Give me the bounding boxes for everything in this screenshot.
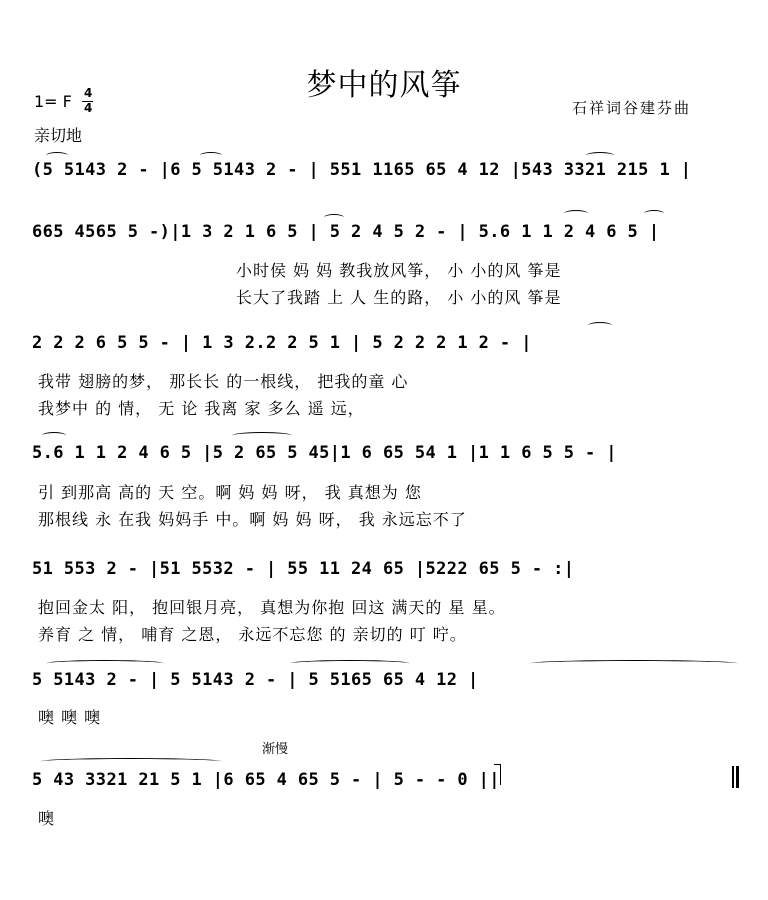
composer-credit: 石祥词谷建芬曲 [572, 99, 692, 117]
slur-mark [588, 322, 612, 329]
notation-line-4: 5.6 1 1 2 4 6 5 |5 2 65 5 45|1 6 65 54 1 |1 1 6 5 5 - | [32, 443, 617, 463]
slur-mark [46, 660, 164, 667]
notation-line-6: 5 5143 2 - | 5 5143 2 - | 5 5165 65 4 12 | [32, 670, 479, 690]
notation-line-1: (5 5143 2 - |6 5 5143 2 - | 551 1165 65 4 12 |543 3321 215 1 | [32, 160, 692, 180]
slur-mark [232, 432, 292, 439]
slur-mark [586, 152, 614, 159]
notation-line-7: 5 43 3321 21 5 1 |6 65 4 65 5 - | 5 - - 0 || [32, 770, 500, 790]
key-signature: 1= F [34, 92, 72, 111]
lyric-line-3b: 我梦中 的 情， 无 论 我离 家 多么 遥 远， [38, 399, 365, 418]
tempo-marking: 亲切地 [34, 126, 83, 145]
ending-bracket [494, 764, 501, 785]
slur-mark [324, 214, 344, 221]
lyric-line-2b: 长大了我踏 上 人 生的路， 小 小的风 筝是 [236, 288, 562, 307]
final-barline-thick [736, 766, 739, 788]
lyric-line-4b: 那根线 永 在我 妈妈手 中。啊 妈 妈 呀， 我 永远忘不了 [38, 510, 467, 529]
song-title: 梦中的风筝 [306, 68, 462, 103]
slur-mark [644, 210, 664, 217]
lyric-line-3a: 我带 翅膀的梦， 那长长 的一根线， 把我的童 心 [38, 372, 409, 391]
lyric-line-5a: 抱回金太 阳， 抱回银月亮， 真想为你抱 回这 满天的 星 星。 [38, 598, 506, 617]
slur-mark [564, 210, 588, 217]
lyric-line-5b: 养育 之 情， 哺育 之恩， 永远不忘您 的 亲切的 叮 咛。 [38, 625, 467, 644]
slur-mark [290, 660, 410, 667]
slur-mark [530, 660, 738, 667]
lyric-line-4a: 引 到那高 高的 天 空。啊 妈 妈 呀， 我 真想为 您 [38, 483, 422, 502]
tempo-change-marking: 渐慢 [262, 742, 289, 757]
time-signature-top: 4 [84, 86, 93, 100]
notation-line-3: 2 2 2 6 5 5 - | 1 3 2.2 2 5 1 | 5 2 2 2 1 2 - | [32, 333, 532, 353]
slur-mark [200, 152, 222, 159]
time-signature-bottom: 4 [84, 101, 93, 115]
notation-line-5: 51 553 2 - |51 5532 - | 55 11 24 65 |5222 65 5 - :| [32, 559, 575, 579]
slur-mark [42, 432, 66, 439]
slur-mark [46, 152, 68, 159]
notation-line-2: 665 4565 5 -)|1 3 2 1 6 5 | 5 2 4 5 2 - | 5.6 1 1 2 4 6 5 | [32, 222, 660, 242]
lyric-line-6: 噢 噢 噢 [38, 708, 102, 727]
lyric-line-2a: 小时侯 妈 妈 教我放风筝， 小 小的风 筝是 [236, 261, 562, 280]
final-barline-thin [732, 766, 734, 788]
lyric-line-7: 噢 [38, 809, 56, 828]
slur-mark [40, 758, 222, 765]
